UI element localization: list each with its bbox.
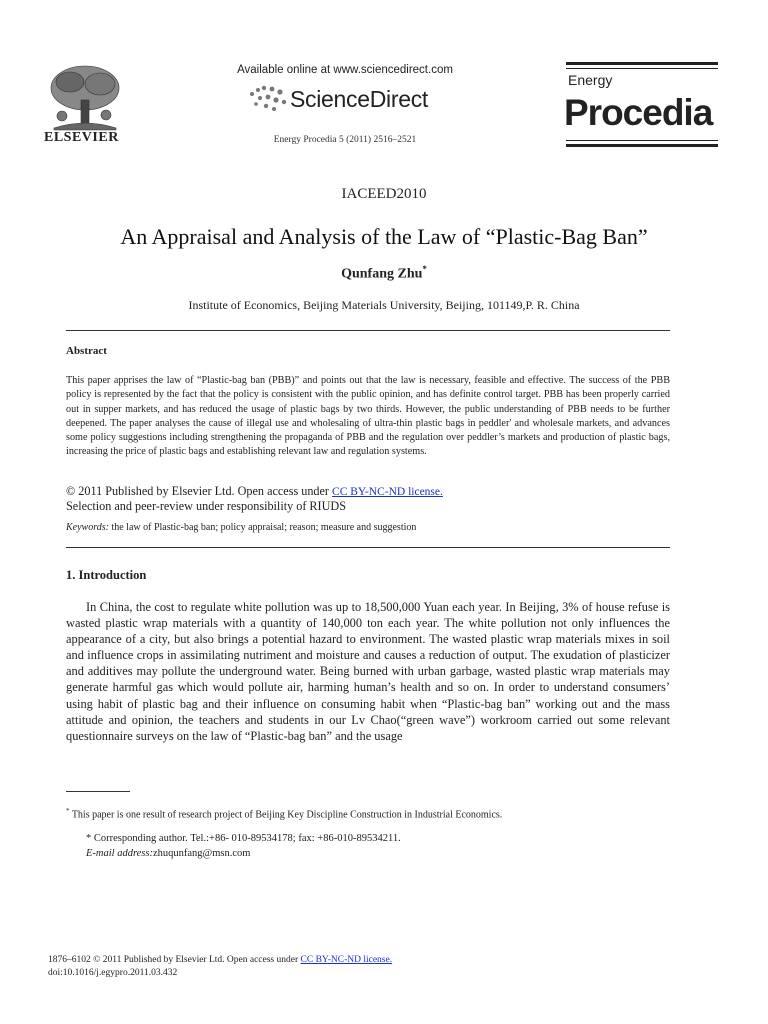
author-name: Qunfang Zhu* bbox=[341, 264, 427, 282]
keywords-text: the law of Plastic-bag ban; policy appraisal; reason; measure and suggestion bbox=[108, 522, 417, 533]
sciencedirect-wordmark: ScienceDirect bbox=[290, 86, 428, 112]
abstract-bottom-rule bbox=[66, 547, 670, 548]
journal-name-energy: Energy bbox=[568, 72, 613, 88]
copyright-line: © 2011 Published by Elsevier Ltd. Open access under CC BY-NC-ND license. bbox=[66, 484, 443, 498]
section-body-text: In China, the cost to regulate white pollution was up to 18,500,000 Yuan each year. In Beijing, 3% of house refuse is wasted plastic wrap materials with a quantity of 140,000 ton each year. The white pollution not only influences the appearance of a city, but also brings a potential hazard to environment. The wasted plastic wrap materials mixes in soil and influence crops in assimilating nutriment and moisture and causes a reduction of output. The exudation of plasticizer and additives may pollute the underground water. Being burned with urban garbage, wasted plastic wrap materials may generate harmful gas which would pollute air, harming human’s health and so on. In order to understand consumers’ using habit of plastic bag and their influence on consuming habit when “Plastic-bag ban” working out and the mass attitude and opinion, the teachers and students in our Lv Chao(“green wave”) workroom carried out some relevant questionnaire surveys on the law of “Plastic-bag ban” and the usage bbox=[66, 600, 670, 743]
peer-review-line: Selection and peer-review under responsibility of RIUDS bbox=[66, 499, 346, 513]
available-online-text: Available online at www.sciencedirect.com bbox=[237, 64, 453, 76]
footer-issn-line: 1876–6102 © 2011 Published by Elsevier Ltd. Open access under CC BY-NC-ND license. bbox=[48, 955, 393, 965]
footer-doi: doi:10.1016/j.egypro.2011.03.432 bbox=[48, 968, 178, 978]
sciencedirect-dots-icon bbox=[246, 84, 290, 114]
footnote-email: E-mail address:zhuqunfang@msn.com bbox=[86, 848, 251, 859]
footnote-rule bbox=[66, 791, 130, 792]
article-title: An Appraisal and Analysis of the Law of “Plastic-Bag Ban” bbox=[120, 224, 648, 249]
abstract-top-rule bbox=[66, 330, 670, 331]
keywords-line bbox=[66, 522, 670, 533]
journal-name-procedia: Procedia bbox=[564, 92, 713, 133]
section-heading: 1. Introduction bbox=[66, 568, 147, 582]
procedia-rule bbox=[566, 62, 718, 65]
keywords-label: Keywords: bbox=[66, 522, 109, 533]
footnote-funding: * This paper is one result of research project of Beijing Key Discipline Construction in Industrial Economics. bbox=[66, 807, 503, 821]
abstract-text: This paper apprises the law of “Plastic-bag ban (PBB)” and points out that the law is necessary, feasible and effective. The success of the PBB policy is represented by the fact that the policy is consistent with the public opinion, and has definite control target. PBB has been properly carried out in supper markets, and has reduced the usage of plastic bags by two thirds. However, the public understanding of PBB needs to be further deepened. The paper analyses the cause of illegal use and wholesaling of ultra-thin plastic bags in peddler' and wholesale markets, and advances some policy suggestions including strengthening the propaganda of PBB and the regulation over peddler’s markets and production of plastic bags, increasing the price of plastic bags and establishing relevant law and regulation systems. bbox=[66, 375, 670, 458]
procedia-rule bbox=[566, 68, 718, 69]
journal-citation: Energy Procedia 5 (2011) 2516–2521 bbox=[273, 135, 417, 145]
abstract-heading: Abstract bbox=[66, 345, 107, 357]
conference-name: IACEED2010 bbox=[341, 186, 427, 202]
footnote-corresponding-author: * Corresponding author. Tel.:+86- 010-89534178; fax: +86-010-89534211. bbox=[86, 833, 401, 844]
procedia-rule bbox=[566, 140, 718, 141]
elsevier-wordmark: ELSEVIER bbox=[44, 130, 119, 145]
author-affiliation: Institute of Economics, Beijing Materials University, Beijing, 101149,P. R. China bbox=[188, 298, 580, 312]
footer-license-link[interactable]: CC BY-NC-ND license. bbox=[300, 955, 393, 965]
author-footnote-mark: * bbox=[422, 264, 427, 274]
procedia-rule bbox=[566, 144, 718, 147]
email-address: zhuqunfang@msn.com bbox=[152, 848, 251, 859]
license-link[interactable]: CC BY-NC-ND license. bbox=[332, 486, 443, 498]
